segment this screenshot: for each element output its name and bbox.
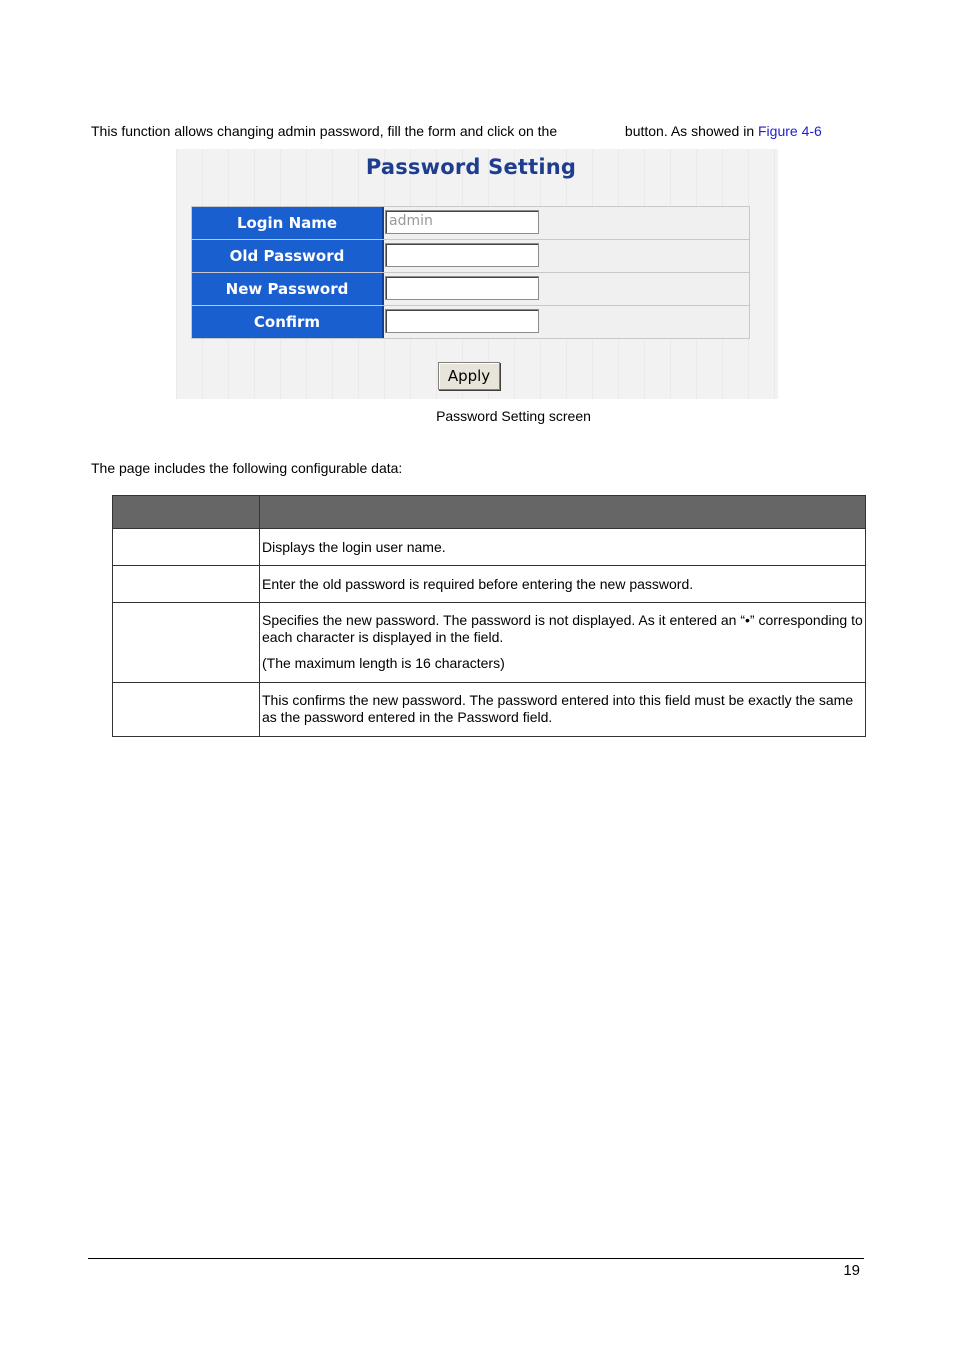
figure-caption: Password Setting screen — [436, 408, 591, 424]
table-header-object — [113, 496, 260, 529]
footer-divider — [88, 1258, 864, 1259]
confirm-input[interactable] — [385, 309, 539, 333]
desc-text: Displays the login user name. — [262, 539, 446, 555]
form-row-login-name — [192, 207, 749, 240]
desc-note: (The maximum length is 16 characters) — [262, 655, 505, 671]
new-password-label: New Password — [192, 273, 384, 305]
apply-button[interactable]: Apply — [438, 362, 500, 390]
table-header-description — [260, 496, 866, 529]
old-password-label: Old Password — [192, 240, 384, 272]
table-row — [113, 566, 866, 603]
screen-title: Password Setting — [365, 155, 577, 179]
figure-link[interactable]: Figure 4-6 — [758, 123, 822, 139]
table-cell-name — [113, 566, 260, 603]
page-number: 19 — [843, 1262, 860, 1279]
table-row — [113, 529, 866, 566]
table-cell-name — [113, 529, 260, 566]
desc-text: Specifies the new password. The password is not displayed. As it entered an “•” corresponding to each character is displayed in the field. — [262, 612, 863, 645]
desc-text: This confirms the new password. The password entered into this field must be exactly the same as the password entered in the Password field. — [262, 692, 854, 725]
table-row — [113, 603, 866, 683]
intro-paragraph — [91, 122, 891, 142]
intro-text-after: button. As showed in — [624, 123, 755, 139]
password-setting-screen — [176, 149, 778, 399]
table-cell-name — [113, 603, 260, 683]
confirm-label: Confirm — [192, 306, 384, 338]
table-cell-desc — [260, 603, 866, 683]
table-cell-desc — [260, 683, 866, 737]
config-data-table — [112, 495, 866, 737]
old-password-input[interactable] — [385, 243, 539, 267]
form-row-old-password — [192, 240, 749, 273]
new-password-input[interactable] — [385, 276, 539, 300]
table-cell-name — [113, 683, 260, 737]
login-name-input[interactable]: admin — [385, 210, 539, 234]
form-row-new-password — [192, 273, 749, 306]
form-row-confirm — [192, 306, 749, 338]
table-row — [113, 683, 866, 737]
password-form — [191, 206, 750, 339]
table-header-row — [113, 496, 866, 529]
login-name-label: Login Name — [192, 207, 384, 239]
desc-text: Enter the old password is required before entering the new password. — [262, 576, 694, 592]
includes-text: The page includes the following configurable data: — [91, 460, 403, 476]
table-cell-desc — [260, 566, 866, 603]
intro-text-before: This function allows changing admin password, fill the form and click on the — [91, 123, 558, 139]
table-cell-desc — [260, 529, 866, 566]
